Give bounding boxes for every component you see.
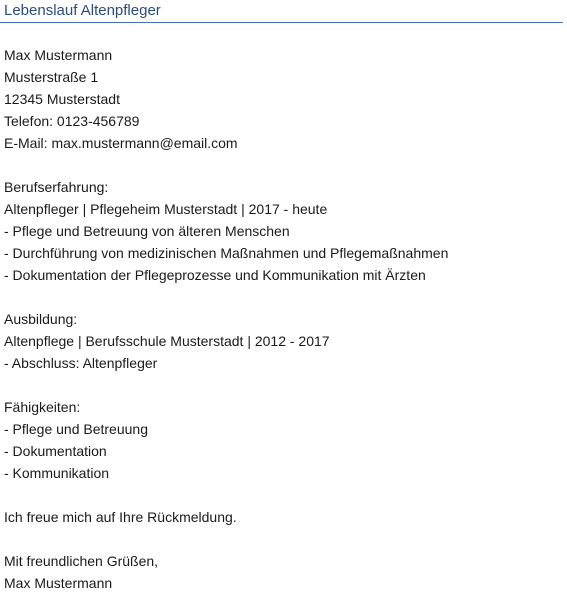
list-item: - Durchführung von medizinischen Maßnahmen und Pflegemaßnahmen [4,245,449,261]
contact-email: E-Mail: max.mustermann@email.com [4,135,238,151]
experience-section [4,176,567,286]
closing-salutation: Mit freundlichen Grüßen, [4,553,159,569]
closing-signature: Max Mustermann [4,575,113,591]
education-heading: Ausbildung: [4,311,78,327]
list-item: - Dokumentation [4,443,107,459]
contact-name: Max Mustermann [4,47,113,63]
list-item: - Abschluss: Altenpfleger [4,355,158,371]
contact-street: Musterstraße 1 [4,69,99,85]
list-item: - Pflege und Betreuung von älteren Menschen [4,223,290,239]
education-section [4,308,567,374]
contact-block [4,44,567,154]
education-program: Altenpflege | Berufsschule Musterstadt | 2012 - 2017 [4,333,330,349]
list-item: - Kommunikation [4,465,110,481]
contact-phone: Telefon: 0123-456789 [4,113,140,129]
skills-section [4,396,567,484]
closing-message: Ich freue mich auf Ihre Rückmeldung. [4,509,237,525]
closing-block [4,550,567,594]
spacer [4,154,567,176]
document-title: Lebenslauf Altenpfleger [4,2,161,19]
list-item: - Dokumentation der Pflegeprozesse und Kommunikation mit Ärzten [4,267,426,283]
spacer [4,374,567,396]
spacer [4,528,567,550]
title-divider [0,22,563,23]
document-body [4,44,567,594]
skills-heading: Fähigkeiten: [4,399,81,415]
spacer [4,484,567,506]
spacer [4,286,567,308]
list-item: - Pflege und Betreuung [4,421,148,437]
experience-position: Altenpfleger | Pflegeheim Musterstadt | 2017 - heute [4,201,328,217]
experience-heading: Berufserfahrung: [4,179,109,195]
contact-city: 12345 Musterstadt [4,91,120,107]
